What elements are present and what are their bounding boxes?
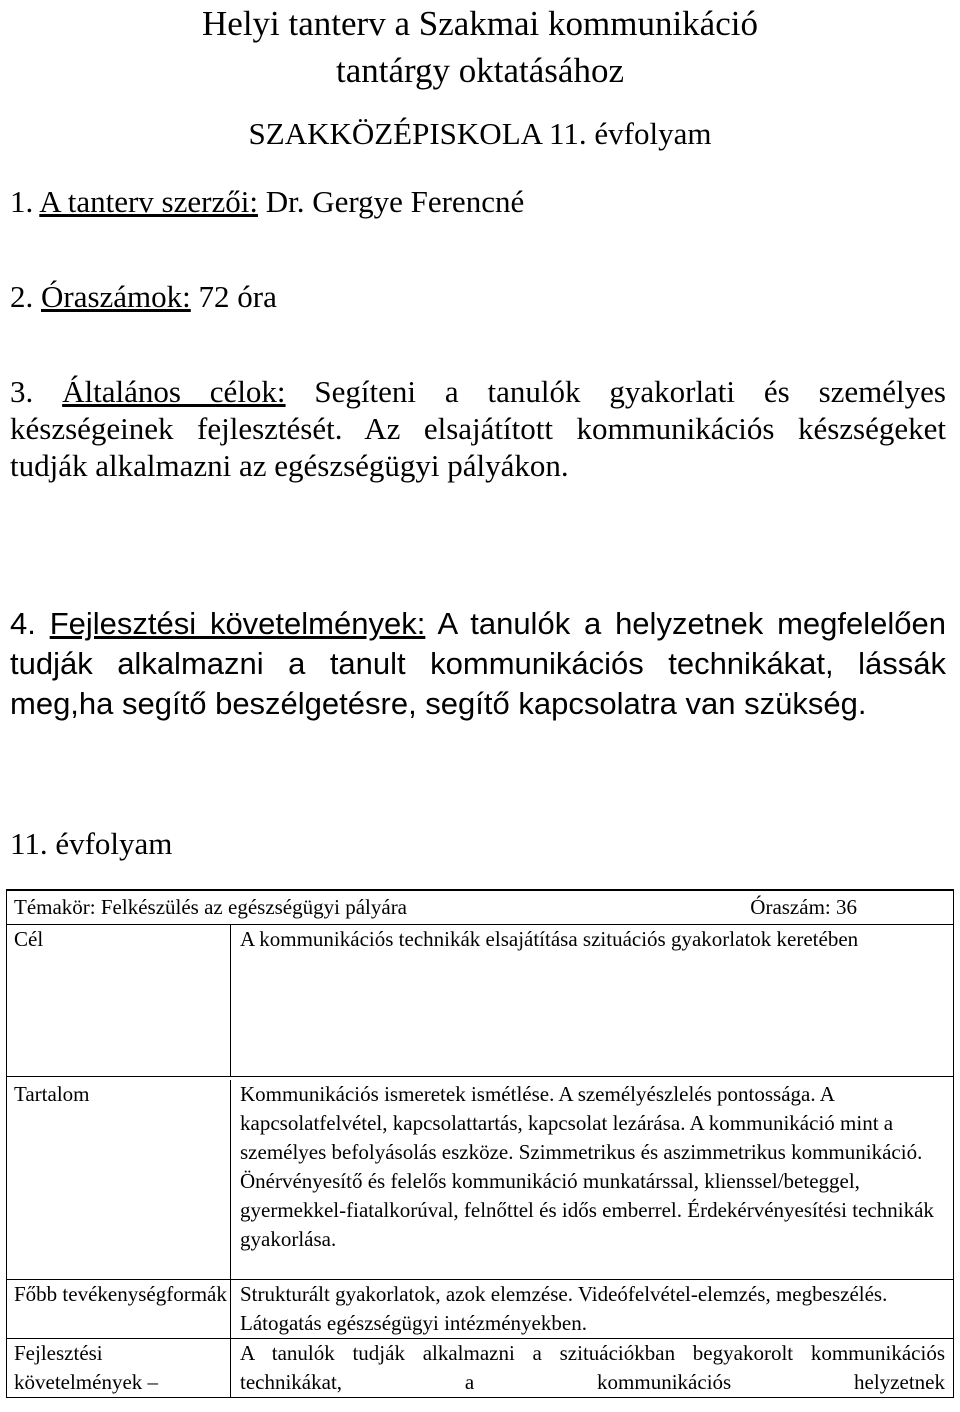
table-row	[7, 1339, 953, 1397]
item-hours	[10, 278, 277, 315]
row-value: A tanulók tudják alkalmazni a szituációkban begyakorolt kommunikációs technikákat, a kommunikációs helyzetnek	[240, 1341, 945, 1394]
title-line-2: tantárgy oktatásához	[336, 51, 624, 90]
topic-label: Témakör: Felkészülés az egészségügyi pályára	[14, 895, 408, 919]
item-text: Dr. Gergye Ferencné	[257, 184, 525, 219]
row-value: Kommunikációs ismeretek ismétlése. A személyészlelés pontossága. A kapcsolatfelvétel, kapcsolattartás, kapcsolat lezárása. A kommunikáció mint a személyes befolyásolás eszköze. Szimmetrikus és aszimmetrikus kommunikáció. Önérvényesítő és felelős kommunikáció munkatárssal, klienssel/beteggel, gyermekkel-fiatalkorúval, felnőttel és idős emberrel. Érdekérvényesítési technikák gyakorlása.	[240, 1082, 934, 1251]
item-authors	[10, 183, 524, 220]
row-label: Tartalom	[7, 1080, 231, 1279]
title-line-1: Helyi tanterv a Szakmai kommunikáció	[202, 4, 758, 43]
item-number: 2.	[10, 279, 34, 314]
item-number: 1.	[10, 184, 34, 219]
item-general-goals	[10, 373, 946, 484]
item-number: 4.	[10, 606, 36, 641]
curriculum-table	[6, 889, 954, 1398]
row-value: A kommunikációs technikák elsajátítása szituációs gyakorlatok keretében	[240, 927, 859, 951]
table-row	[7, 925, 953, 1077]
item-label: A tanterv szerzői:	[39, 184, 258, 219]
item-label: Óraszámok:	[41, 279, 191, 314]
row-label: Fejlesztési követelmények –	[7, 1339, 231, 1397]
row-value: Strukturált gyakorlatok, azok elemzése. Videófelvétel-elemzés, megbeszélés. Látogatás egészségügyi intézményekben.	[240, 1282, 888, 1335]
item-text: Segíteni a tanulók gyakorlati és személyes készségeinek fejlesztését. Az elsajátított kommunikációs készségeket tudják alkalmazni az egészségügyi pályákon.	[10, 374, 946, 483]
item-number: 3.	[10, 374, 34, 409]
item-development-requirements	[10, 604, 946, 724]
document-title	[0, 0, 960, 94]
item-label: Általános célok:	[62, 374, 286, 409]
item-text: A tanulók a helyzetnek megfelelően tudják alkalmazni a tanult kommunikációs technikákat, lássák meg,ha segítő beszélgetésre, segítő kapcsolatra van szükség.	[10, 606, 946, 721]
grade-heading: 11. évfolyam	[10, 826, 173, 861]
item-label: Fejlesztési követelmények:	[49, 606, 426, 641]
table-header-row	[7, 891, 953, 925]
table-row	[7, 1077, 953, 1280]
row-label: Cél	[7, 925, 231, 1076]
table-row	[7, 1280, 953, 1339]
hours-label: Óraszám: 36	[750, 895, 857, 919]
item-text: 72 óra	[190, 279, 277, 314]
document-subtitle: SZAKKÖZÉPISKOLA 11. évfolyam	[248, 116, 712, 151]
row-label: Főbb tevékenységformák	[7, 1280, 231, 1338]
